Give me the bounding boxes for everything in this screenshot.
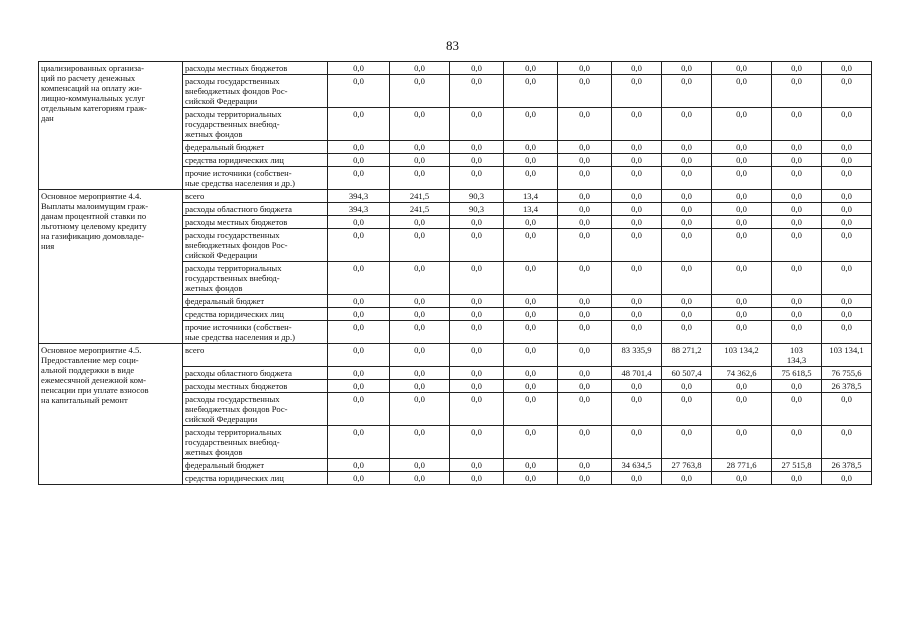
amount-cell: 0,0 [662, 190, 712, 203]
amount-cell: 0,0 [450, 321, 504, 344]
amount-cell: 0,0 [390, 108, 450, 141]
amount-cell: 0,0 [712, 380, 772, 393]
amount-cell: 0,0 [772, 426, 822, 459]
funding-source: расходы местных бюджетов [183, 62, 328, 75]
amount-cell: 0,0 [822, 75, 872, 108]
funding-source: расходы территориальных государственных внебюд- жетных фондов [183, 108, 328, 141]
table-body [39, 62, 872, 485]
amount-cell: 0,0 [772, 295, 822, 308]
amount-cell: 0,0 [504, 472, 558, 485]
amount-cell: 0,0 [390, 344, 450, 367]
amount-cell: 0,0 [390, 426, 450, 459]
amount-cell: 0,0 [450, 262, 504, 295]
amount-cell: 0,0 [390, 75, 450, 108]
amount-cell: 0,0 [390, 459, 450, 472]
amount-cell: 0,0 [712, 167, 772, 190]
funding-source: средства юридических лиц [183, 308, 328, 321]
amount-cell: 0,0 [328, 308, 390, 321]
amount-cell: 0,0 [328, 108, 390, 141]
funding-source: расходы местных бюджетов [183, 380, 328, 393]
amount-cell: 0,0 [612, 203, 662, 216]
amount-cell: 0,0 [822, 62, 872, 75]
amount-cell: 0,0 [328, 459, 390, 472]
amount-cell: 60 507,4 [662, 367, 712, 380]
measure-name: Основное мероприятие 4.5. Предоставление мер соци- альной поддержки в виде ежемесячной денежной ком- пенсации при уплате взносов на капитальный ремонт [39, 344, 183, 485]
amount-cell: 0,0 [612, 393, 662, 426]
amount-cell: 76 755,6 [822, 367, 872, 380]
amount-cell: 0,0 [328, 380, 390, 393]
amount-cell: 0,0 [558, 321, 612, 344]
amount-cell: 0,0 [662, 154, 712, 167]
amount-cell: 0,0 [558, 216, 612, 229]
amount-cell: 0,0 [450, 75, 504, 108]
amount-cell: 0,0 [328, 393, 390, 426]
budget-table [38, 61, 872, 485]
amount-cell: 0,0 [662, 393, 712, 426]
amount-cell: 0,0 [662, 295, 712, 308]
amount-cell: 0,0 [328, 75, 390, 108]
amount-cell: 0,0 [612, 141, 662, 154]
amount-cell: 0,0 [772, 321, 822, 344]
amount-cell: 0,0 [328, 344, 390, 367]
amount-cell: 0,0 [612, 321, 662, 344]
table-row [39, 62, 872, 75]
amount-cell: 0,0 [504, 229, 558, 262]
amount-cell: 0,0 [504, 321, 558, 344]
amount-cell: 0,0 [612, 426, 662, 459]
amount-cell: 0,0 [328, 262, 390, 295]
amount-cell: 0,0 [662, 321, 712, 344]
amount-cell: 0,0 [328, 426, 390, 459]
amount-cell: 103 134,1 [822, 344, 872, 367]
amount-cell: 0,0 [390, 262, 450, 295]
amount-cell: 0,0 [558, 459, 612, 472]
funding-source: расходы областного бюджета [183, 203, 328, 216]
amount-cell: 0,0 [772, 167, 822, 190]
amount-cell: 28 771,6 [712, 459, 772, 472]
amount-cell: 0,0 [612, 154, 662, 167]
amount-cell: 0,0 [772, 472, 822, 485]
amount-cell: 0,0 [662, 229, 712, 262]
funding-source: расходы территориальных государственных внебюд- жетных фондов [183, 426, 328, 459]
amount-cell: 0,0 [558, 190, 612, 203]
amount-cell: 0,0 [772, 203, 822, 216]
amount-cell: 0,0 [450, 393, 504, 426]
amount-cell: 0,0 [328, 141, 390, 154]
amount-cell: 0,0 [328, 229, 390, 262]
amount-cell: 26 378,5 [822, 380, 872, 393]
amount-cell: 0,0 [822, 393, 872, 426]
amount-cell: 0,0 [328, 295, 390, 308]
amount-cell: 48 701,4 [612, 367, 662, 380]
amount-cell: 0,0 [822, 472, 872, 485]
amount-cell: 0,0 [504, 141, 558, 154]
funding-source: средства юридических лиц [183, 472, 328, 485]
amount-cell: 0,0 [558, 344, 612, 367]
amount-cell: 0,0 [504, 459, 558, 472]
amount-cell: 0,0 [558, 62, 612, 75]
amount-cell: 0,0 [558, 295, 612, 308]
amount-cell: 0,0 [712, 321, 772, 344]
amount-cell: 75 618,5 [772, 367, 822, 380]
amount-cell: 0,0 [504, 393, 558, 426]
amount-cell: 0,0 [772, 308, 822, 321]
amount-cell: 0,0 [390, 367, 450, 380]
amount-cell: 0,0 [390, 295, 450, 308]
amount-cell: 0,0 [450, 459, 504, 472]
amount-cell: 0,0 [822, 229, 872, 262]
amount-cell: 0,0 [712, 108, 772, 141]
amount-cell: 0,0 [612, 262, 662, 295]
amount-cell: 0,0 [450, 154, 504, 167]
amount-cell: 0,0 [712, 190, 772, 203]
amount-cell: 0,0 [822, 216, 872, 229]
amount-cell: 0,0 [504, 62, 558, 75]
amount-cell: 0,0 [450, 308, 504, 321]
amount-cell: 0,0 [822, 141, 872, 154]
funding-source: федеральный бюджет [183, 459, 328, 472]
amount-cell: 0,0 [450, 295, 504, 308]
funding-source: расходы государственных внебюджетных фондов Рос- сийской Федерации [183, 393, 328, 426]
amount-cell: 0,0 [504, 367, 558, 380]
amount-cell: 0,0 [712, 262, 772, 295]
amount-cell: 0,0 [662, 203, 712, 216]
amount-cell: 0,0 [822, 203, 872, 216]
amount-cell: 0,0 [772, 190, 822, 203]
amount-cell: 0,0 [450, 367, 504, 380]
amount-cell: 394,3 [328, 190, 390, 203]
amount-cell: 0,0 [612, 108, 662, 141]
amount-cell: 0,0 [712, 141, 772, 154]
amount-cell: 0,0 [712, 216, 772, 229]
amount-cell: 0,0 [662, 62, 712, 75]
amount-cell: 0,0 [390, 472, 450, 485]
funding-source: расходы территориальных государственных внебюд- жетных фондов [183, 262, 328, 295]
amount-cell: 0,0 [558, 262, 612, 295]
amount-cell: 0,0 [328, 472, 390, 485]
amount-cell: 0,0 [822, 262, 872, 295]
amount-cell: 0,0 [822, 108, 872, 141]
amount-cell: 0,0 [504, 108, 558, 141]
amount-cell: 0,0 [328, 167, 390, 190]
amount-cell: 0,0 [612, 167, 662, 190]
amount-cell: 34 634,5 [612, 459, 662, 472]
amount-cell: 0,0 [712, 203, 772, 216]
amount-cell: 0,0 [822, 190, 872, 203]
amount-cell: 0,0 [612, 75, 662, 108]
amount-cell: 0,0 [712, 472, 772, 485]
amount-cell: 0,0 [390, 229, 450, 262]
amount-cell: 0,0 [450, 216, 504, 229]
funding-source: средства юридических лиц [183, 154, 328, 167]
funding-source: расходы государственных внебюджетных фондов Рос- сийской Федерации [183, 229, 328, 262]
amount-cell: 0,0 [772, 154, 822, 167]
amount-cell: 0,0 [772, 141, 822, 154]
amount-cell: 0,0 [504, 295, 558, 308]
amount-cell: 0,0 [612, 308, 662, 321]
amount-cell: 0,0 [558, 308, 612, 321]
amount-cell: 0,0 [504, 426, 558, 459]
funding-source: федеральный бюджет [183, 141, 328, 154]
amount-cell: 0,0 [558, 75, 612, 108]
funding-source: расходы государственных внебюджетных фондов Рос- сийской Федерации [183, 75, 328, 108]
amount-cell: 0,0 [390, 62, 450, 75]
amount-cell: 241,5 [390, 203, 450, 216]
amount-cell: 0,0 [450, 229, 504, 262]
amount-cell: 0,0 [504, 216, 558, 229]
amount-cell: 0,0 [662, 308, 712, 321]
amount-cell: 0,0 [662, 167, 712, 190]
amount-cell: 0,0 [558, 367, 612, 380]
amount-cell: 0,0 [662, 141, 712, 154]
funding-source: всего [183, 190, 328, 203]
amount-cell: 26 378,5 [822, 459, 872, 472]
amount-cell: 0,0 [612, 472, 662, 485]
amount-cell: 83 335,9 [612, 344, 662, 367]
amount-cell: 0,0 [822, 321, 872, 344]
amount-cell: 0,0 [712, 154, 772, 167]
amount-cell: 0,0 [328, 321, 390, 344]
amount-cell: 0,0 [712, 308, 772, 321]
amount-cell: 0,0 [662, 472, 712, 485]
funding-source: всего [183, 344, 328, 367]
amount-cell: 13,4 [504, 190, 558, 203]
amount-cell: 0,0 [712, 75, 772, 108]
amount-cell: 27 763,8 [662, 459, 712, 472]
amount-cell: 0,0 [662, 75, 712, 108]
funding-source: прочие источники (собствен- ные средства населения и др.) [183, 167, 328, 190]
amount-cell: 0,0 [662, 380, 712, 393]
page-number: 83 [446, 38, 459, 53]
amount-cell: 0,0 [822, 308, 872, 321]
amount-cell: 0,0 [558, 154, 612, 167]
amount-cell: 0,0 [450, 426, 504, 459]
amount-cell: 0,0 [450, 62, 504, 75]
amount-cell: 0,0 [772, 262, 822, 295]
amount-cell: 0,0 [328, 62, 390, 75]
amount-cell: 0,0 [450, 380, 504, 393]
amount-cell: 0,0 [504, 75, 558, 108]
amount-cell: 0,0 [328, 367, 390, 380]
amount-cell: 0,0 [612, 229, 662, 262]
amount-cell: 0,0 [558, 108, 612, 141]
amount-cell: 0,0 [662, 426, 712, 459]
amount-cell: 0,0 [712, 229, 772, 262]
amount-cell: 241,5 [390, 190, 450, 203]
amount-cell: 0,0 [612, 380, 662, 393]
amount-cell: 0,0 [504, 308, 558, 321]
amount-cell: 27 515,8 [772, 459, 822, 472]
amount-cell: 103 134,2 [712, 344, 772, 367]
measure-name: Основное мероприятие 4.4. Выплаты малоимущим граж- данам процентной ставки по льготному целевому кредиту на газификацию домовладе- ния [39, 190, 183, 344]
amount-cell: 0,0 [822, 426, 872, 459]
amount-cell: 0,0 [328, 216, 390, 229]
amount-cell: 0,0 [558, 472, 612, 485]
amount-cell: 0,0 [772, 380, 822, 393]
amount-cell: 0,0 [390, 308, 450, 321]
amount-cell: 0,0 [662, 108, 712, 141]
amount-cell: 0,0 [558, 229, 612, 262]
amount-cell: 0,0 [712, 295, 772, 308]
amount-cell: 0,0 [772, 62, 822, 75]
amount-cell: 90,3 [450, 203, 504, 216]
amount-cell: 0,0 [504, 262, 558, 295]
amount-cell: 0,0 [662, 262, 712, 295]
funding-source: расходы областного бюджета [183, 367, 328, 380]
amount-cell: 0,0 [504, 380, 558, 393]
amount-cell: 74 362,6 [712, 367, 772, 380]
amount-cell: 0,0 [712, 62, 772, 75]
amount-cell: 0,0 [390, 393, 450, 426]
amount-cell: 0,0 [390, 141, 450, 154]
amount-cell: 0,0 [558, 426, 612, 459]
amount-cell: 88 271,2 [662, 344, 712, 367]
amount-cell: 0,0 [772, 75, 822, 108]
amount-cell: 0,0 [328, 154, 390, 167]
amount-cell: 0,0 [612, 190, 662, 203]
amount-cell: 0,0 [712, 393, 772, 426]
amount-cell: 0,0 [450, 344, 504, 367]
amount-cell: 0,0 [558, 380, 612, 393]
amount-cell: 103 134,3 [772, 344, 822, 367]
amount-cell: 0,0 [390, 167, 450, 190]
table-row [39, 190, 872, 203]
amount-cell: 0,0 [712, 426, 772, 459]
amount-cell: 0,0 [558, 141, 612, 154]
measure-name: циализированных организа- ций по расчету денежных компенсаций на оплату жи- лищно-коммунальных услуг отдельным категориям граж- дан [39, 62, 183, 190]
funding-source: федеральный бюджет [183, 295, 328, 308]
amount-cell: 394,3 [328, 203, 390, 216]
amount-cell: 0,0 [822, 154, 872, 167]
amount-cell: 0,0 [450, 141, 504, 154]
amount-cell: 0,0 [772, 393, 822, 426]
amount-cell: 0,0 [504, 344, 558, 367]
funding-source: прочие источники (собствен- ные средства населения и др.) [183, 321, 328, 344]
amount-cell: 0,0 [558, 167, 612, 190]
amount-cell: 0,0 [612, 62, 662, 75]
amount-cell: 0,0 [390, 154, 450, 167]
amount-cell: 0,0 [390, 321, 450, 344]
amount-cell: 0,0 [772, 229, 822, 262]
funding-source: расходы местных бюджетов [183, 216, 328, 229]
amount-cell: 0,0 [822, 167, 872, 190]
amount-cell: 0,0 [558, 203, 612, 216]
table-row [39, 344, 872, 367]
amount-cell: 0,0 [612, 216, 662, 229]
amount-cell: 0,0 [450, 472, 504, 485]
amount-cell: 0,0 [558, 393, 612, 426]
amount-cell: 0,0 [450, 108, 504, 141]
amount-cell: 0,0 [662, 216, 712, 229]
amount-cell: 0,0 [772, 216, 822, 229]
amount-cell: 0,0 [390, 216, 450, 229]
amount-cell: 0,0 [450, 167, 504, 190]
amount-cell: 13,4 [504, 203, 558, 216]
amount-cell: 0,0 [772, 108, 822, 141]
amount-cell: 0,0 [504, 154, 558, 167]
amount-cell: 0,0 [822, 295, 872, 308]
amount-cell: 90,3 [450, 190, 504, 203]
amount-cell: 0,0 [504, 167, 558, 190]
amount-cell: 0,0 [612, 295, 662, 308]
amount-cell: 0,0 [390, 380, 450, 393]
